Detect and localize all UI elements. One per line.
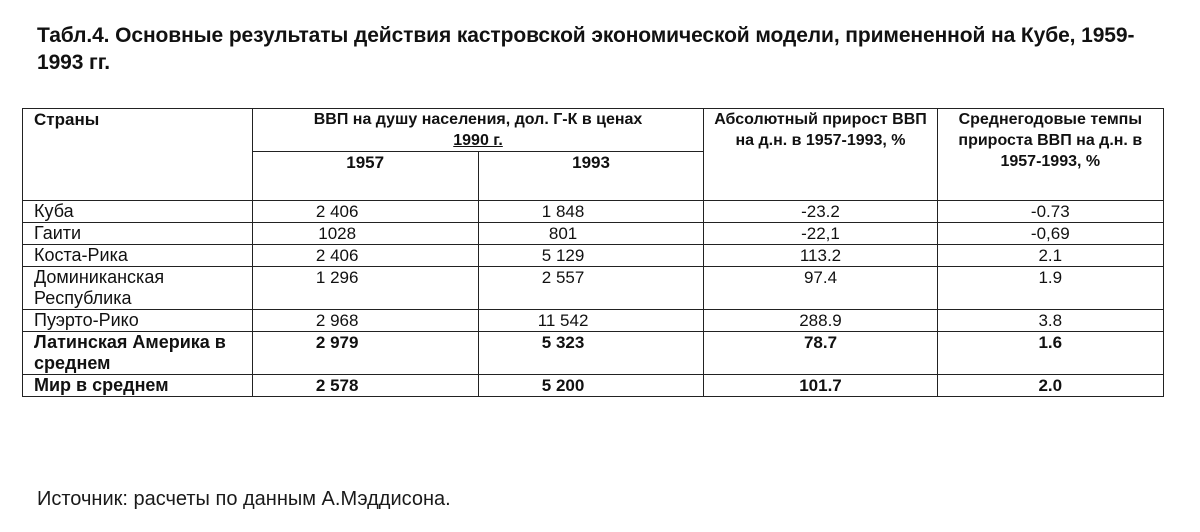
cell-1957: 2 406 [252, 245, 478, 267]
cell-absolute: -23.2 [704, 201, 937, 223]
cell-country: Латинская Америка в среднем [23, 332, 253, 375]
cell-average: -0,69 [937, 223, 1163, 245]
cell-1993: 11 542 [478, 310, 704, 332]
cell-country: Доминиканская Республика [23, 267, 253, 310]
cell-average: 1.6 [937, 332, 1163, 375]
cell-1993: 5 200 [478, 375, 704, 397]
table-title: Табл.4. Основные результаты действия кастровской экономической модели, примененной на Кубе, 1959-1993 гг. [37, 24, 1135, 74]
table-row [23, 375, 1164, 397]
header-gdp-group [252, 109, 704, 152]
cell-1993: 2 557 [478, 267, 704, 310]
table-row [23, 201, 1164, 223]
cell-1957: 2 578 [252, 375, 478, 397]
header-gdp-group-line1: ВВП на душу населения, дол. Г-К в ценах [313, 111, 643, 128]
cell-average: 2.1 [937, 245, 1163, 267]
cell-1993: 1 848 [478, 201, 704, 223]
cell-1957: 1028 [252, 223, 478, 245]
cell-1993: 5 129 [478, 245, 704, 267]
cell-country: Куба [23, 201, 253, 223]
cell-average: 2.0 [937, 375, 1163, 397]
cell-absolute: -22,1 [704, 223, 937, 245]
cell-absolute: 288.9 [704, 310, 937, 332]
table-row [23, 245, 1164, 267]
cell-absolute: 78.7 [704, 332, 937, 375]
cell-country: Коста-Рика [23, 245, 253, 267]
cell-country: Пуэрто-Рико [23, 310, 253, 332]
cell-average: 3.8 [937, 310, 1163, 332]
header-row-1 [23, 109, 1164, 152]
cell-average: 1.9 [937, 267, 1163, 310]
cell-absolute: 101.7 [704, 375, 937, 397]
source-note: Источник: расчеты по данным А.Мэддисона. [37, 488, 451, 510]
cell-1957: 1 296 [252, 267, 478, 310]
cell-absolute: 97.4 [704, 267, 937, 310]
cell-average: -0.73 [937, 201, 1163, 223]
cell-country: Гаити [23, 223, 253, 245]
cell-country: Мир в среднем [23, 375, 253, 397]
header-country: Страны [23, 109, 253, 201]
cell-1957: 2 406 [252, 201, 478, 223]
table-row [23, 267, 1164, 310]
header-year-1957: 1957 [252, 152, 478, 201]
cell-1993: 801 [478, 223, 704, 245]
table-row [23, 310, 1164, 332]
cell-absolute: 113.2 [704, 245, 937, 267]
header-absolute: Абсолютный прирост ВВП на д.н. в 1957-1993, % [704, 109, 937, 201]
header-year-1993: 1993 [478, 152, 704, 201]
table-row [23, 223, 1164, 245]
table-row [23, 332, 1164, 375]
cell-1957: 2 979 [252, 332, 478, 375]
header-average: Среднегодовые темпы прироста ВВП на д.н. в 1957-1993, % [937, 109, 1163, 201]
cell-1993: 5 323 [478, 332, 704, 375]
cell-1957: 2 968 [252, 310, 478, 332]
gdp-table [22, 108, 1164, 397]
header-gdp-group-line2: 1990 г. [453, 132, 503, 149]
